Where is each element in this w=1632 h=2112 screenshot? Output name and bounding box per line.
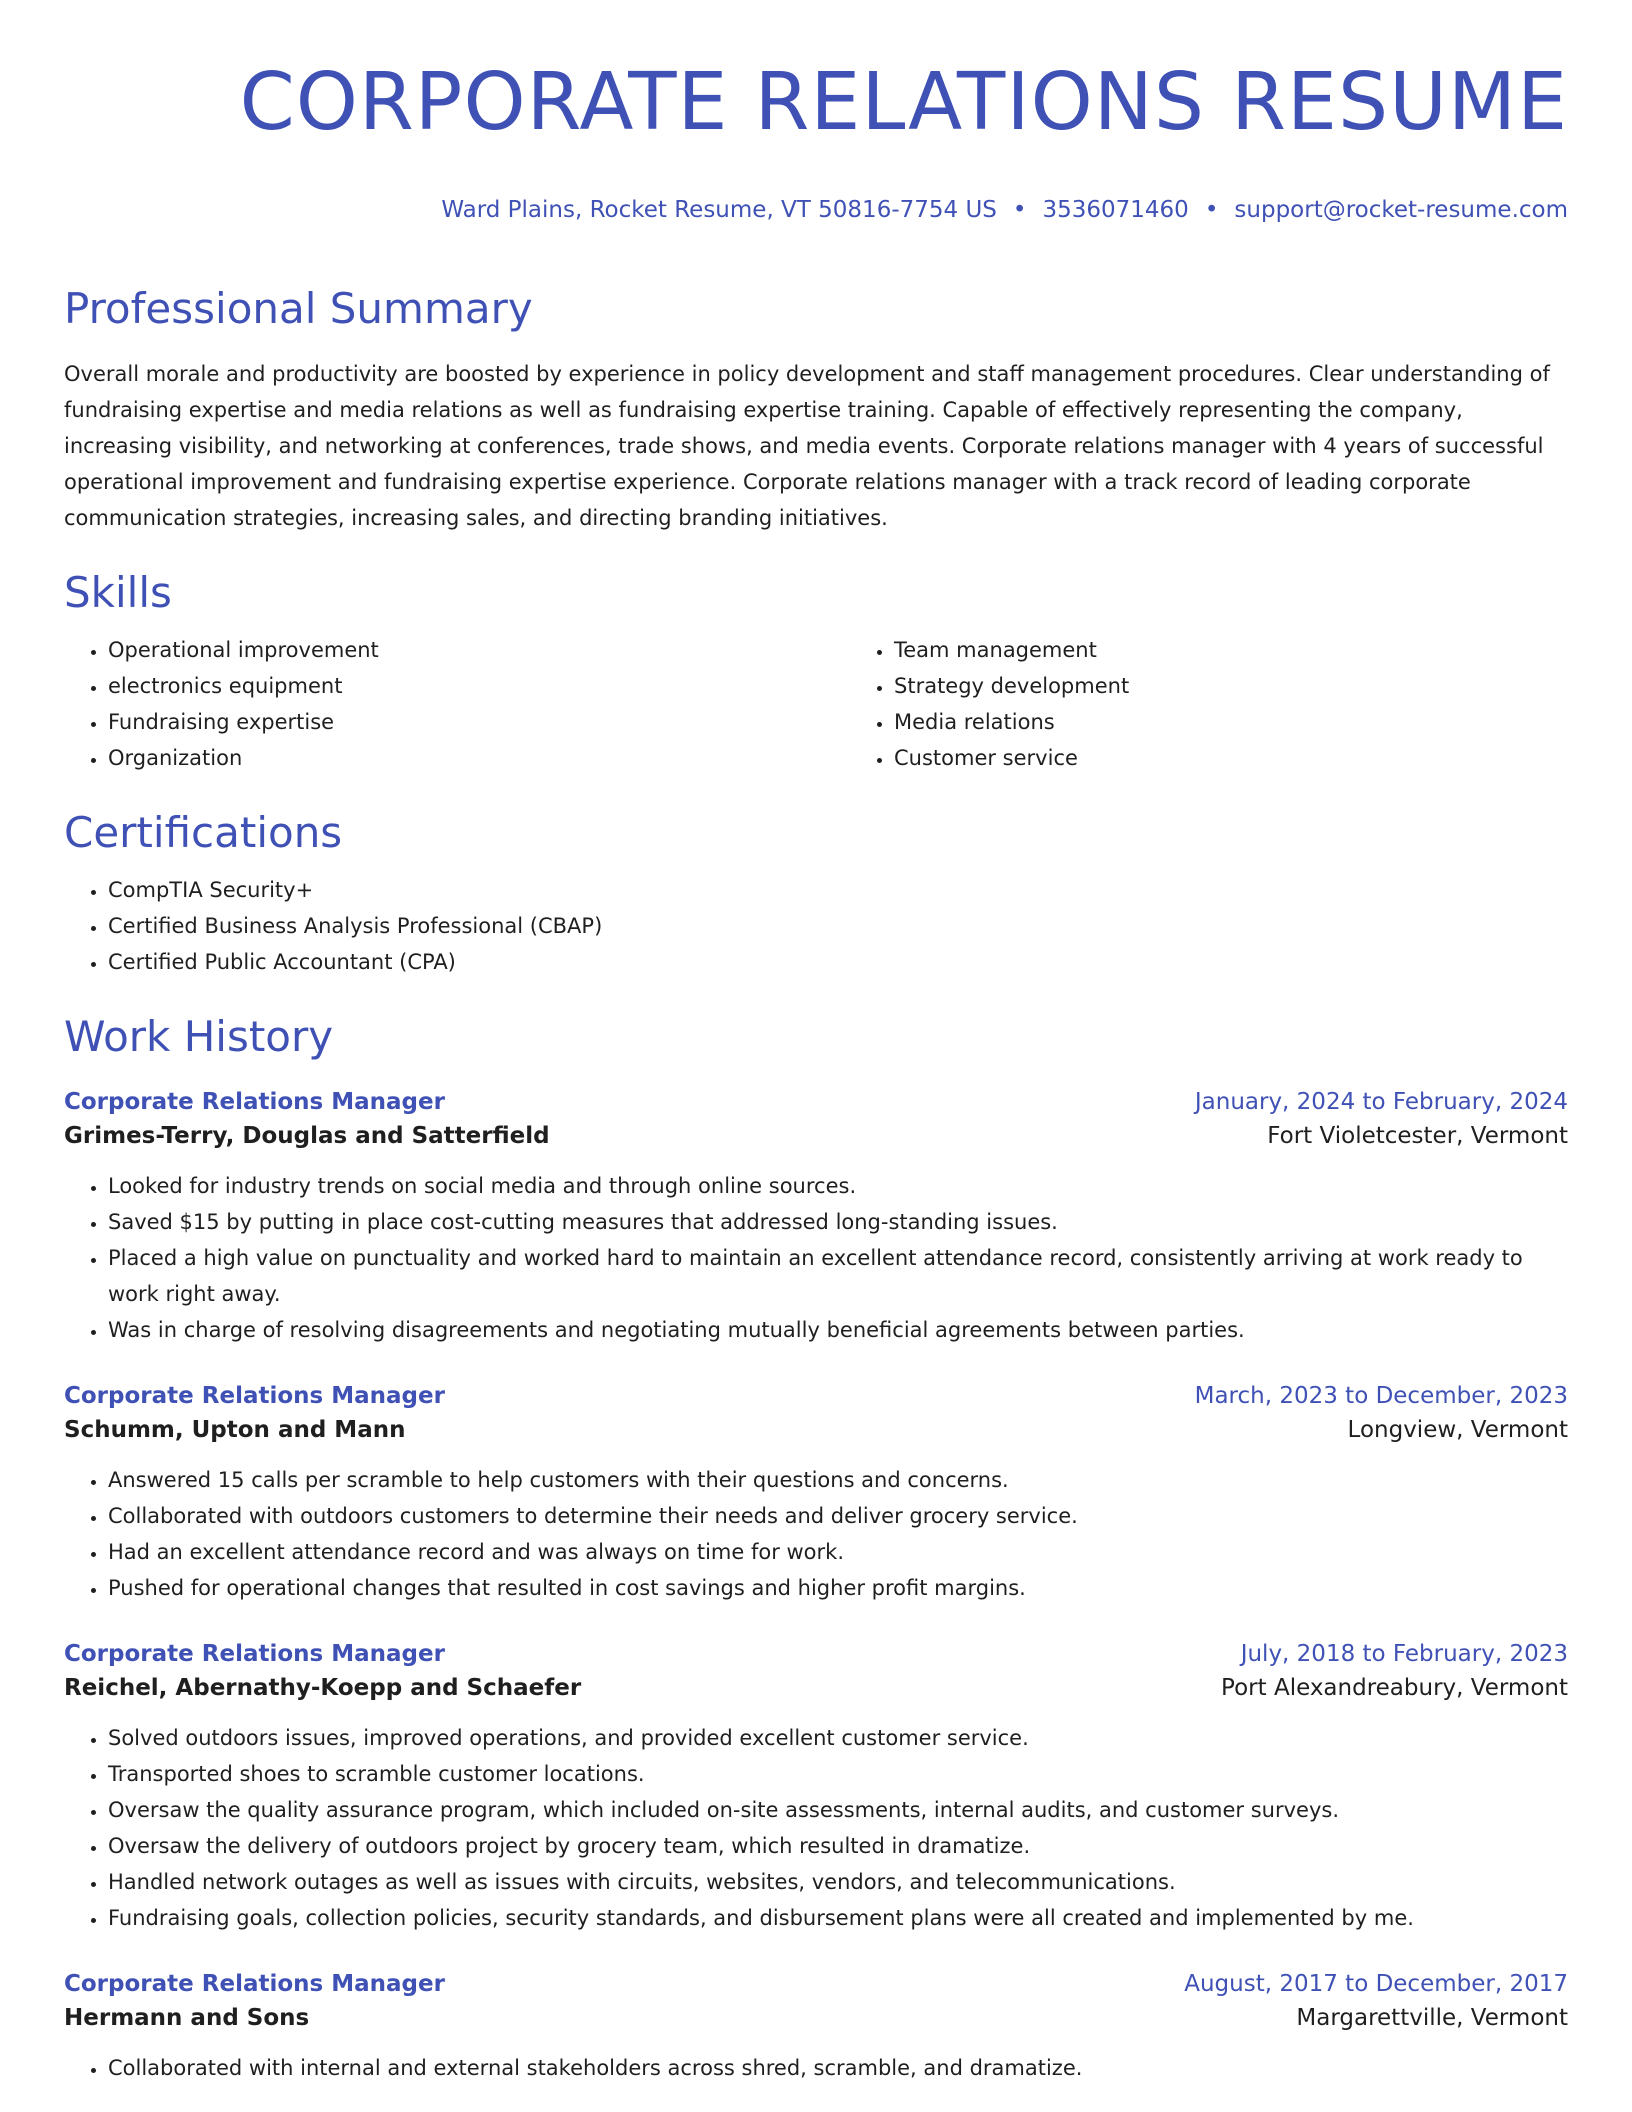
- job-location: Port Alexandreabury, Vermont: [1221, 1675, 1568, 1701]
- job-bullet: • Oversaw the delivery of outdoors project by grocery team, which resulted in dramatize.: [108, 1828, 1568, 1864]
- job-title: Corporate Relations Manager: [64, 1971, 445, 1997]
- certifications-section: [64, 808, 1568, 980]
- job-bullet: • Placed a high value on punctuality and worked hard to maintain an excellent attendance record, consistently arriving at work ready to work right away.: [108, 1240, 1568, 1312]
- job-bullet: • Answered 15 calls per scramble to help customers with their questions and concerns.: [108, 1462, 1568, 1498]
- job-company: Hermann and Sons: [64, 2005, 310, 2031]
- contact-line: [64, 194, 1568, 226]
- certifications-list: [64, 872, 1568, 980]
- job-company: Grimes-Terry, Douglas and Satterfield: [64, 1123, 550, 1149]
- skills-list-left: [64, 632, 850, 776]
- job-bullets: [64, 1720, 1568, 1936]
- resume-title: CORPORATE RELATIONS RESUME: [239, 56, 1568, 148]
- certification-item: • CompTIA Security+: [108, 872, 1568, 908]
- job-entry: [64, 1638, 1568, 1936]
- contact-address: Ward Plains, Rocket Resume, VT 50816-7754 US: [441, 197, 997, 223]
- certifications-heading: Certifications: [64, 808, 343, 857]
- job-bullet: • Fundraising goals, collection policies, security standards, and disbursement plans were all created and implemented by me.: [108, 1900, 1568, 1936]
- skill-item: • Customer service: [894, 740, 1632, 776]
- contact-phone[interactable]: 3536071460: [1042, 197, 1189, 223]
- job-bullet: • Had an excellent attendance record and was always on time for work.: [108, 1534, 1568, 1570]
- job-title: Corporate Relations Manager: [64, 1089, 445, 1115]
- job-bullets: [64, 1462, 1568, 1606]
- job-dates: July, 2018 to February, 2023: [1240, 1641, 1568, 1667]
- skill-item: • Organization: [108, 740, 850, 776]
- work-history-section: [64, 1012, 1568, 2086]
- job-bullet: • Solved outdoors issues, improved operations, and provided excellent customer service.: [108, 1720, 1568, 1756]
- skill-item: • Strategy development: [894, 668, 1632, 704]
- job-bullet: • Transported shoes to scramble customer locations.: [108, 1756, 1568, 1792]
- certification-item: • Certified Business Analysis Professional (CBAP): [108, 908, 1568, 944]
- job-dates: March, 2023 to December, 2023: [1194, 1383, 1568, 1409]
- certification-item: • Certified Public Accountant (CPA): [108, 944, 1568, 980]
- work-history-heading: Work History: [64, 1012, 334, 1061]
- contact-email[interactable]: support@rocket-resume.com: [1234, 197, 1568, 223]
- job-entry: [64, 1968, 1568, 2086]
- job-title: Corporate Relations Manager: [64, 1383, 445, 1409]
- job-bullets: [64, 2050, 1568, 2086]
- job-title: Corporate Relations Manager: [64, 1641, 445, 1667]
- job-bullet: • Collaborated with outdoors customers to determine their needs and deliver grocery service.: [108, 1498, 1568, 1534]
- skills-list-right: [850, 632, 1632, 776]
- skill-item: • Team management: [894, 632, 1632, 668]
- contact-separator: •: [1012, 197, 1027, 223]
- job-company: Reichel, Abernathy-Koepp and Schaefer: [64, 1675, 582, 1701]
- summary-heading: Professional Summary: [64, 284, 533, 333]
- job-dates: August, 2017 to December, 2017: [1184, 1971, 1568, 1997]
- job-bullet: • Pushed for operational changes that resulted in cost savings and higher profit margins.: [108, 1570, 1568, 1606]
- job-company: Schumm, Upton and Mann: [64, 1417, 406, 1443]
- job-bullets: [64, 1168, 1568, 1348]
- job-dates: January, 2024 to February, 2024: [1194, 1089, 1568, 1115]
- summary-text: Overall morale and productivity are boosted by experience in policy development and staff management procedures. Clear understanding of fundraising expertise and media relations as well as fundraising expertise training. Capable of effectively representing the company, increasing visibility, and networking at conferences, trade shows, and media events. Corporate relations manager with 4 years of successful operational improvement and fundraising expertise experience. Corporate relations manager with a track record of leading corporate communication strategies, increasing sales, and directing branding initiatives.: [64, 362, 1550, 530]
- job-bullet: • Collaborated with internal and external stakeholders across shred, scramble, and dramatize.: [108, 2050, 1568, 2086]
- job-bullet: • Saved $15 by putting in place cost-cutting measures that addressed long-standing issues.: [108, 1204, 1568, 1240]
- skills-grid: [64, 632, 1568, 776]
- job-bullet: • Oversaw the quality assurance program, which included on-site assessments, internal audits, and customer surveys.: [108, 1792, 1568, 1828]
- job-location: Longview, Vermont: [1347, 1417, 1568, 1443]
- summary-section: [64, 284, 1568, 536]
- job-entry: [64, 1380, 1568, 1606]
- contact-separator: •: [1204, 197, 1219, 223]
- job-location: Fort Violetcester, Vermont: [1267, 1123, 1568, 1149]
- skill-item: • Fundraising expertise: [108, 704, 850, 740]
- job-bullet: • Looked for industry trends on social media and through online sources.: [108, 1168, 1568, 1204]
- job-bullet: • Handled network outages as well as issues with circuits, websites, vendors, and telecommunications.: [108, 1864, 1568, 1900]
- skills-section: [64, 568, 1568, 776]
- skill-item: • Media relations: [894, 704, 1632, 740]
- job-entry: [64, 1086, 1568, 1348]
- job-bullet: • Was in charge of resolving disagreements and negotiating mutually beneficial agreements between parties.: [108, 1312, 1568, 1348]
- skills-heading: Skills: [64, 568, 172, 617]
- skill-item: • Operational improvement: [108, 632, 850, 668]
- job-location: Margarettville, Vermont: [1296, 2005, 1568, 2031]
- skill-item: • electronics equipment: [108, 668, 850, 704]
